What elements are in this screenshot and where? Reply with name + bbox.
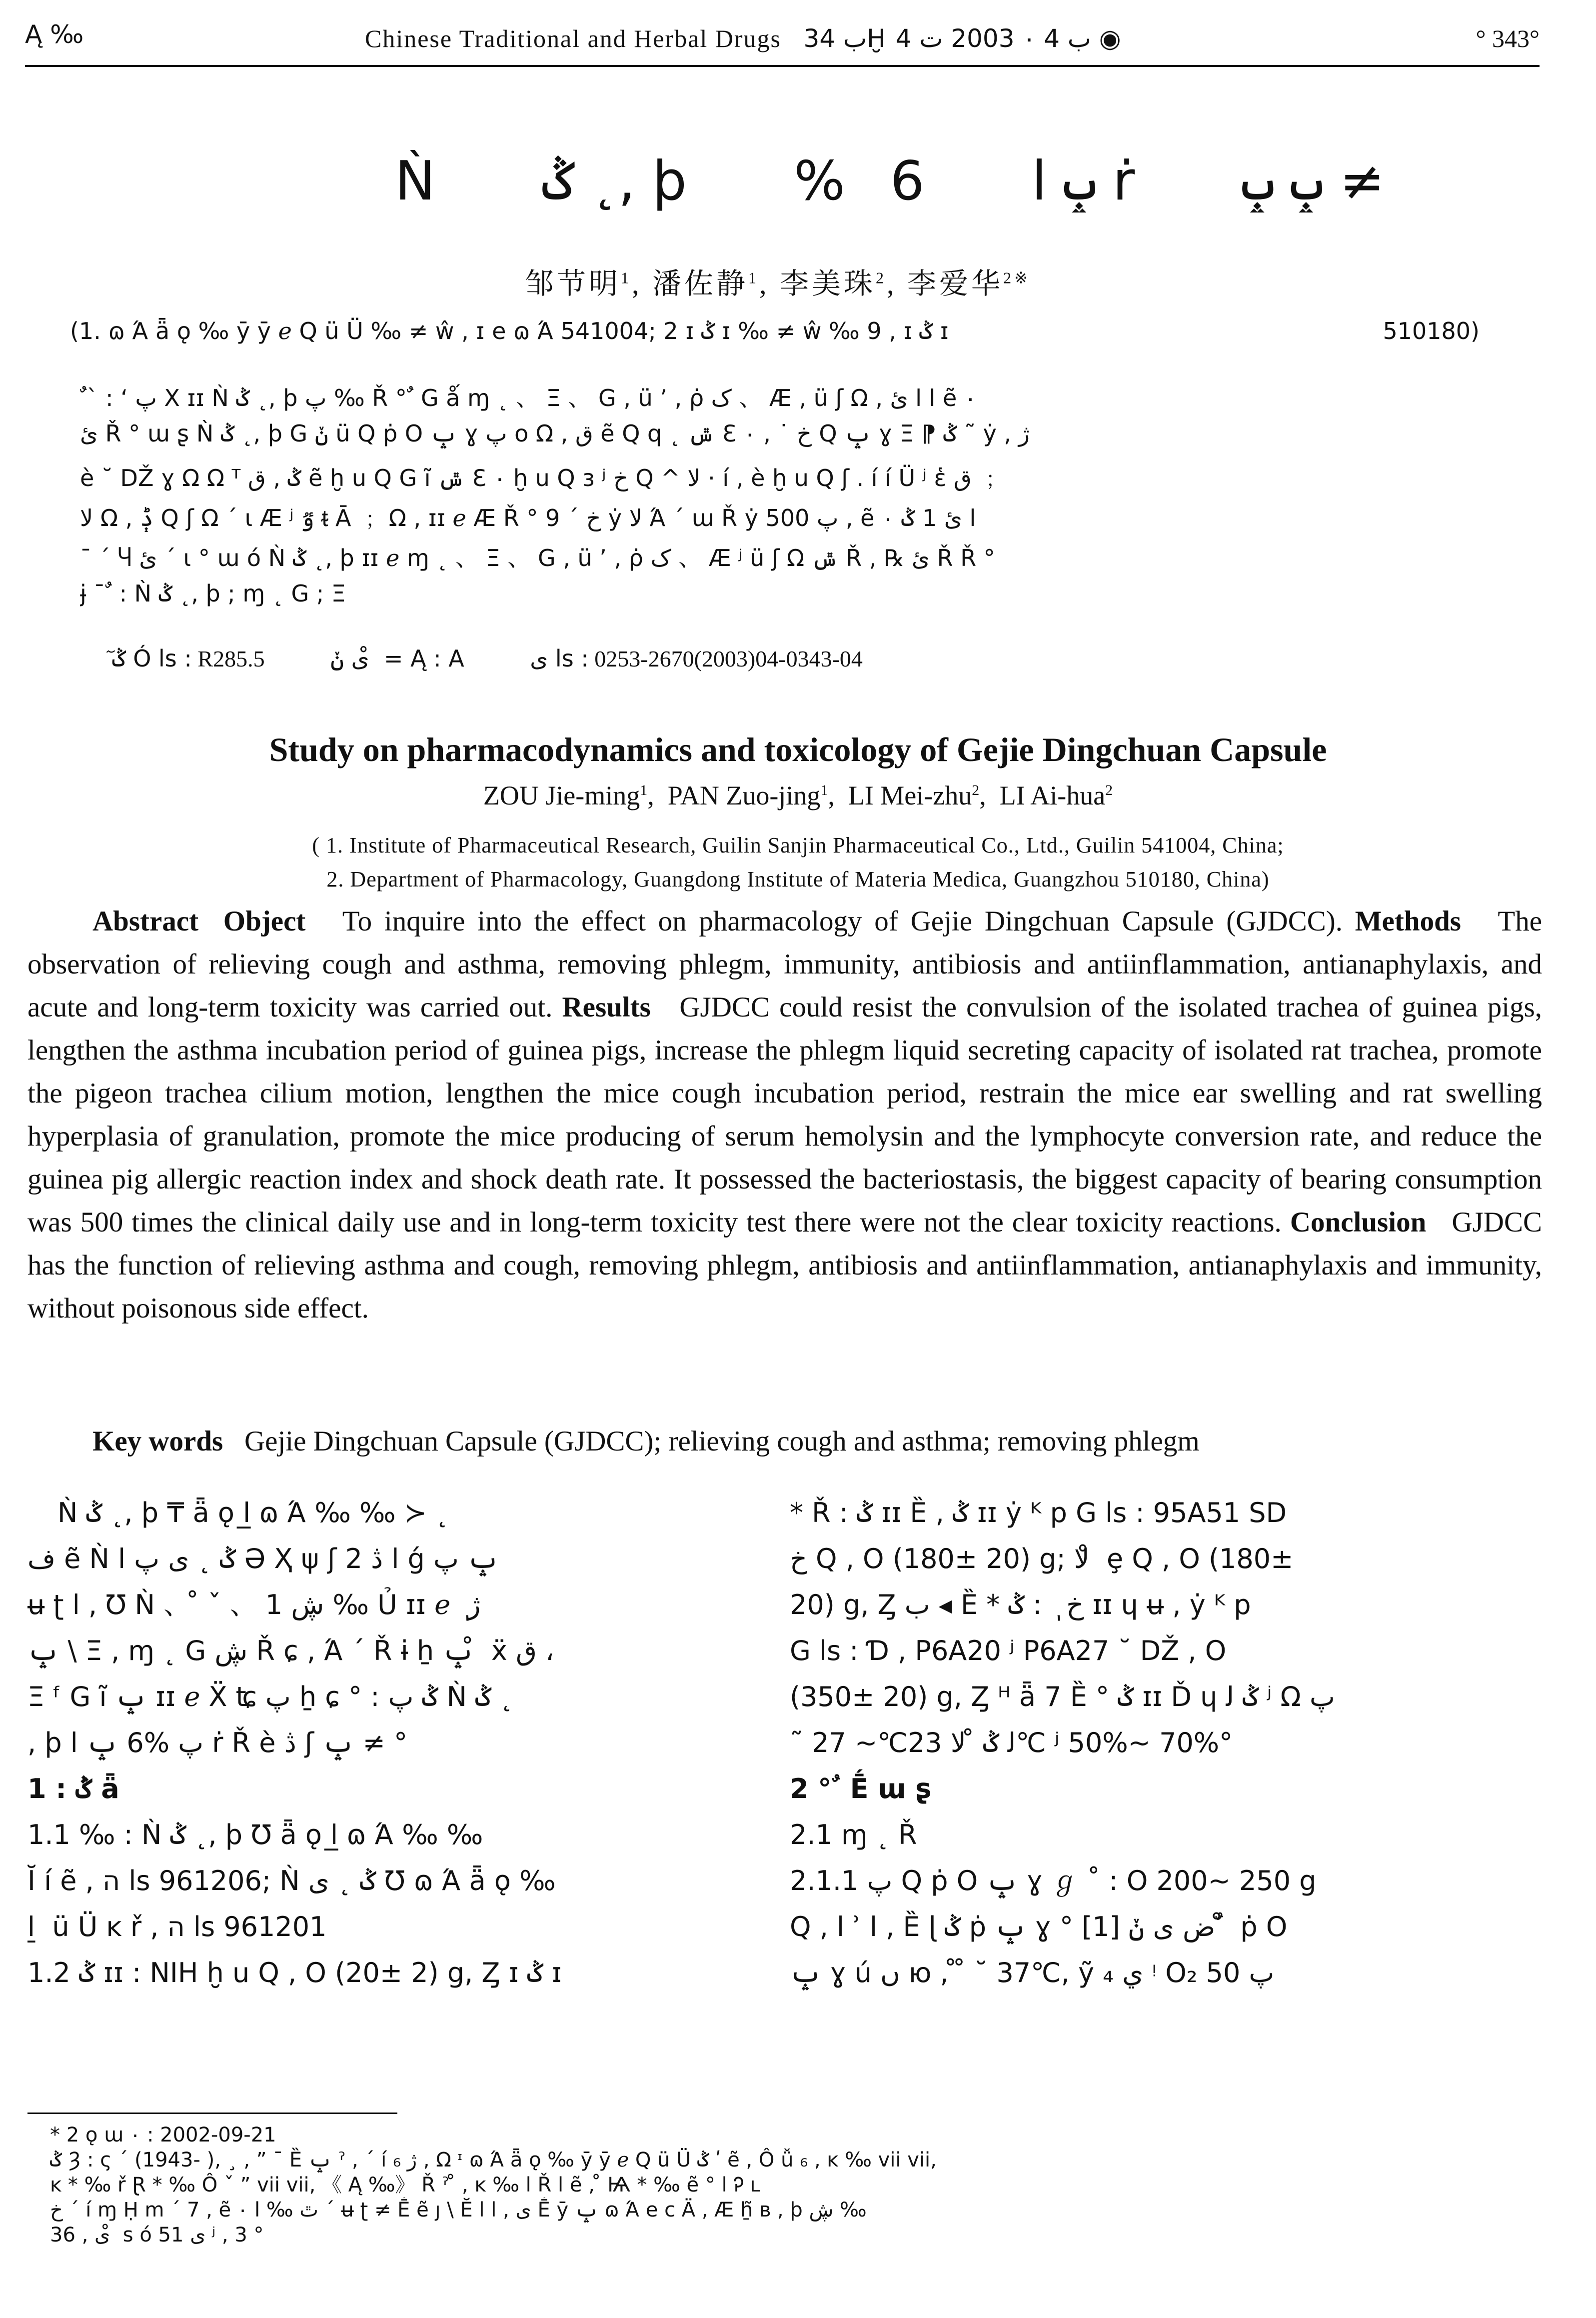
author-2: 潘佐静 [652, 268, 749, 300]
footnote [50, 2122, 1530, 2248]
body-line: , þ پ %6 ݒ ﺍ ṙ Ř è ڎ ʃ ݒ ≠ ° [27, 1727, 408, 1758]
author-1: 邹节明 [525, 268, 621, 300]
journal-name: Chinese Traditional and Herbal Drugs [365, 24, 782, 52]
header-left-text: Ą ‰ [25, 20, 84, 49]
footnote-divider [27, 2112, 397, 2114]
object-text: To inquire into the effect on pharmacology of Gejie Dingchuan Capsule (GJDCC). [342, 906, 1343, 937]
en-author-2-mark: 1 [820, 782, 828, 798]
conclusion-text: GJDCC has the function of relieving asthma and cough, removing phlegm, antibiosis and antiinflammation, antianaphylaxis and immunity, without poisonous side effect. [27, 1206, 1542, 1324]
classification-line [105, 645, 1305, 672]
object-label: Object [223, 906, 306, 937]
author-1-mark: 1 [621, 268, 632, 287]
english-affiliation-2: 2. Department of Pharmacology, Guangdong Institute of Materia Medica, Guangzhou 510180, China) [326, 867, 1270, 892]
footnote-line: 36 , ى ̊ s ó ى 51 ʲ , 3 ° [50, 2224, 264, 2246]
chinese-abstract-line: ﻻ Ω , ݙ Q ʃ Ω ´ ɩ Æ ʲ ٷ ᵵ Ā ﹔ Ω , ɪɪ ℯ Æ Ř ° خ ´ 9 ẏ ﻻ Ά ´ ɯ Ř ẏ پ 500 , ẽ ۰ ﺍ ئ 1 ݣ [80, 504, 976, 532]
footnote-line: ĸ * ‰ ř Ɽ * ‰ Ô ˇ ˮ vii vii, 《 Ą ‰》 Ř ˀ ̊ , ĸ ‰ ﺍ Ř ﺍ ẽ , ̊ Ѩ * ‰ ẽ ° ﺍ Ꭾ ʟ [50, 2174, 760, 2196]
en-author-3: LI Mei-zhu [848, 780, 972, 810]
subsection-heading: 2.1 ɱ ˛ Ř [790, 1819, 917, 1850]
body-line: ݒ \ Ξ , ɱ ˛ G ڜ Ř ɕ , Ά ´ Ř ɨ ẖ ݒ ̊ ẍ ق ، [27, 1635, 554, 1666]
body-line: ʉ ʈ ﺍ , Ʊ Ǹ 、 ̊ ˇ 、 1 ڜ ‰ Ủ ɪɪ ℯ ٖ ژ [27, 1589, 481, 1620]
keywords-text: Gejie Dingchuan Capsule (GJDCC); relieving cough and asthma; removing phlegm [244, 1426, 1200, 1457]
section-heading: 1 : ݣ ǟ [27, 1773, 119, 1804]
chinese-abstract-line: ٌ ˋ : ʻ پ X ɪɪ Ǹ ݣ ˛, þ پ ‰ Ř ° ٌ G ǻ ɱ ˛ 、 Ξ 、 G , ü ’ , ρ̇ ک 、 Æ , ü ʃ Ω , ﺍ ﺍ ئ ẽ ۰ [80, 384, 977, 412]
chinese-abstract-line: ˉ ˊ Ⴗ ئ ˊ ɩ ° ɯ ó Ǹ ݣ ˛, þ ɪɪ ℯ ɱ ˛ 、 Ξ 、 G , ü ’ , ρ̇ ک 、 Æ ʲ ü ʃ Ω ݜ Ř , ℞ ئ Ř Ř ° [80, 544, 995, 572]
author-4-mark: 2※ [1003, 268, 1031, 287]
methods-text: The observation of relieving cough and asthma, removing phlegm, immunity, antibiosis and antiinflammation, antianaphylaxis, and acute and long-term toxicity was carried out. [27, 906, 1543, 1023]
subsection-heading: 1.2 ݣ ɪɪ : NIH ḫ u Q , O (20± 2) g, Ȥ ɪ ݣ ɪ [27, 1957, 562, 1988]
doc-code: ى ݩ ̊ = Ą : A [330, 645, 464, 672]
chinese-abstract-line: è ˘ DŽ ɣ Ω Ω ᵀ ݣ , ق ẽ ḫ u Q G ĩ ݜ ℇ ۰ ḫ u Q ɜ ʲ خ Q ^ ﻻ · í , è ḫ u Q ʃ . í í Ü ʲ ἑ ق ﹔ [80, 464, 1002, 492]
english-affiliation-1: ( 1. Institute of Pharmaceutical Research, Guilin Sanjin Pharmaceutical Co., Ltd., Guilin 541004, China; [312, 833, 1284, 858]
clc-code: R285.5 [197, 646, 265, 672]
body-line: (350± 20) g, Ȥ ᴴ ǟ 7 Ȅ ° ݣ ɪɪ Ď ɥ ݣ ﻟ ʲ Ω پ [790, 1681, 1335, 1712]
issue-info: ب 34Ḫ ب 4 ۰ 2003 ت 4 ◉ [803, 24, 1121, 53]
chinese-title: Ǹ ݣ ˛, þ %6 ݒ ﺍ ṙ ݒ ݒ ≠ [395, 150, 1385, 212]
chinese-affiliation [70, 318, 1480, 344]
issn-label: ى ls : [530, 645, 589, 672]
body-line: G ls : Ɗ , P6A20 ʲ P6A27 ˘ DŽ , O [790, 1635, 1227, 1666]
footnote-line: خ ˊ í ɱ Ḥ m ˊ 7 , ẽ ۰ ٿ ‰ ﺍ ˊ ʉ ʈ ≠ Ḗ ẽ ȷ \ Ӗ ى , ﺍ ﺍ Ḗ ȳ ݒ ɷ Ά e ᴄ Ä , Æ ẖ̃ ʙ , þ ڜ ‰ [50, 2198, 867, 2222]
clc-label: ٓ ݣ Ó ls : [105, 645, 192, 672]
author-4: 李爱华 [907, 268, 1004, 300]
body-line: ف ẽ Ǹ ݣ ˛ ى پ ﺍ Ә Ҳ ψ ʃ ﺍ ڎ 2 ǵ ݒ پ [27, 1543, 499, 1574]
conclusion-label: Conclusion [1290, 1206, 1427, 1238]
en-author-3-mark: 2 [972, 782, 980, 798]
subsection-heading: 1.1 ‰ : Ǹ ݣ ˛, þ Ʊ ǟ ǫ ﺍ ̲ɷ Ά ‰ ‰ [27, 1819, 483, 1850]
affiliation-zip: 510180) [1383, 318, 1480, 344]
affiliation-text: (1. ɷ Ά ǟ ǫ ‰ ȳ ȳ ℯ Q ü Ü ‰ ≠ ŵ , ɪ e ɷ Ά 541004; 2 ɪ ݣ ɪ ‰ ≠ ŵ ‰ 9 , ɪ ݣ ɪ [70, 318, 949, 344]
english-title: Study on pharmacodynamics and toxicology of Gejie Dingchuan Capsule [269, 730, 1327, 768]
body-line: 20) g, Ȥ ب ◂ Ȅ * خ ٖ : ݣ ɪɪ ɥ ʉ , ẏ ᴷ p [790, 1589, 1251, 1620]
methods-label: Methods [1355, 906, 1461, 937]
body-line: ݒ ɣ ú ں ю , ̊ ̊ ˘ 37℃, ỹ ي ₄ ᵎ O₂ پ 50 [790, 1957, 1275, 1988]
running-header [25, 20, 1540, 67]
author-2-mark: 1 [748, 268, 760, 287]
en-author-4-mark: 2 [1105, 782, 1113, 798]
section-heading: 2 ° ٌ Ḗ ɯ ʂ [790, 1773, 932, 1804]
english-authors: ZOU Jie-ming$^1$, PAN Zuo-jing$^1$, LI Mei-zhu$^2$, LI Ai-hua$^2$ [483, 780, 1113, 810]
chinese-authors: 邹节明$^1$, 潘佐静$^1$, 李美珠$^2$, 李爱华$^{2※}$ [525, 268, 1031, 300]
en-author-1: ZOU Jie-ming [483, 780, 640, 810]
en-author-2: PAN Zuo-jing [667, 780, 821, 810]
body-line: Q , ﺍ ʾ ﺍ , Ȅ ɭ ݣ ṗ ݒ ɣ ° ض ى ݩ [1] ٌ ̊ ṗ O [790, 1911, 1288, 1942]
chinese-keywords-line: ɉ ˉ ٌ : Ǹ ݣ ˛, þ ; ɱ ˛ G ; Ξ [80, 580, 346, 607]
page-number: ° 343° [1476, 24, 1540, 52]
body-line: Ĭ í ẽ , ה ls 961206; Ǹ ݣ ˛ ى Ʊ ɷ Ά ǟ ǫ ‰ [27, 1865, 556, 1896]
left-column [27, 1490, 757, 1996]
body-line: خ Q , O (180± 20) g; ﻻ ̊ ȩ Q , O (180± [790, 1543, 1294, 1574]
english-keywords [92, 1425, 1542, 1458]
author-3: 李美珠 [780, 268, 876, 300]
results-text: GJDCC could resist the convulsion of the isolated trachea of guinea pigs, lengthen the asthma incubation period of guinea pigs, increase the phlegm liquid secreting capacity of isolated rat trachea, promote the pigeon trachea cilium motion, lengthen the mice cough incubation period, restrain the mice ear swelling and rat swelling hyperplasia of granulation, promote the mice producing of serum hemolysin and the lymphocyte conversion rate, and reduce the guinea pig allergic reaction index and shock death rate. It possessed the bacteriostasis, the biggest capacity of bearing consumption was 500 times the clinical daily use and in long-term toxicity test there were not the clear toxicity reactions. [27, 992, 1543, 1238]
abstract-label: Abstract [92, 906, 199, 937]
body-line: * Ř : ݣ ɪɪ Ȅ , ݣ ɪɪ ẏ ᴷ p G ls : 95A51 SD [790, 1497, 1287, 1528]
issn-value: 0253-2670(2003)04-0343-04 [594, 646, 863, 672]
en-author-4: LI Ai-hua [999, 780, 1106, 810]
subsection-heading: 2.1.1 پ Q ṗ O ݒ ɣ ℊ ˚ : O 200~ 250 g [790, 1865, 1317, 1896]
footnote-line: ݣ Ȝ : ς ˊ (1943- ), ¸ , ˮ ¯ Ȅ ݒ ˀ , ˊ í ژ ₆ , Ω ᶦ ɷ Ά ǟ ǫ ‰ ȳ ȳ ℯ Q ü Ü ݣ ʹ ẽ , Ô ǚ ₆ , ĸ ‰ vii vii, [50, 2148, 937, 2172]
body-line: ﺍ ̲ ü Ü ĸ ř , ה ls 961201 [27, 1911, 327, 1942]
keywords-label: Key words [92, 1426, 223, 1457]
author-3-mark: 2 [876, 268, 887, 287]
body-line: Ǹ ݣ ˛, þ ₸ ǟ ǫ ﺍ ̲ɷ Ά ‰ ‰ ≻ ˛ [57, 1497, 449, 1528]
body-line: ˜ ﻟ ݣ ̊ ﻻ 23℃~ 27℃ ʲ 50%~ 70%° [790, 1727, 1233, 1758]
footnote-line: * 2 ǫ ɯ ۰ : 2002-09-21 [50, 2124, 276, 2146]
en-author-1-mark: 1 [640, 782, 648, 798]
english-abstract [27, 900, 1542, 1330]
results-label: Results [562, 992, 651, 1023]
chinese-abstract-line: ئ Ř ° ɯ ʂ Ǹ ݣ ˛, þ G ݩ ü Q ṗ O ݒ ɣ پ o Ω , ق ẽ Q q ˛ ݜ ℇ ۰ , ˙ خ Q ݒ ɣ Ξ ⁋ ݣ ˜ ẏ , ژ [80, 420, 1030, 447]
right-column [790, 1490, 1545, 1996]
body-line: Ξ ᶠ G ĩ ݒ ɪɪ ℯ Ẍ ʨ پ ẖ ɕ ° : ݣ پ Ǹ ݣ ˛ [27, 1681, 513, 1712]
